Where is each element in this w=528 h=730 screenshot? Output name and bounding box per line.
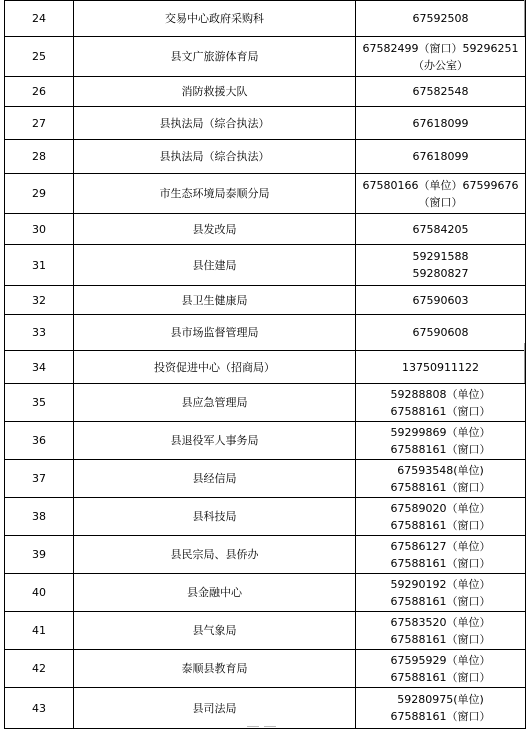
department-name: 县住建局 bbox=[74, 245, 356, 286]
phone-number: 67588161（窗口） bbox=[390, 670, 491, 684]
row-number: 39 bbox=[5, 536, 74, 574]
phone-number: 59280975(单位) bbox=[397, 693, 484, 706]
phone-cell bbox=[356, 460, 526, 498]
phone-cell bbox=[356, 1, 526, 37]
department-name: 县民宗局、县侨办 bbox=[74, 536, 356, 574]
contact-table-body bbox=[5, 1, 526, 729]
row-number: 37 bbox=[5, 460, 74, 498]
row-number: 24 bbox=[5, 1, 74, 37]
department-name: 县卫生健康局 bbox=[74, 286, 356, 315]
phone-number: 67580166（单位）67599676 bbox=[362, 178, 519, 192]
table-row bbox=[5, 107, 526, 140]
department-name: 县气象局 bbox=[74, 612, 356, 650]
phone-cell bbox=[356, 498, 526, 536]
phone-number: 67588161（窗口） bbox=[390, 404, 491, 418]
phone-cell bbox=[356, 214, 526, 245]
department-name: 县文广旅游体育局 bbox=[74, 37, 356, 77]
phone-number: 67586127（单位） bbox=[390, 539, 491, 553]
department-name: 县金融中心 bbox=[74, 574, 356, 612]
row-number: 42 bbox=[5, 650, 74, 688]
row-number: 36 bbox=[5, 422, 74, 460]
phone-number: 59288808（单位） bbox=[390, 387, 491, 401]
row-number: 28 bbox=[5, 140, 74, 174]
table-row bbox=[5, 460, 526, 498]
table-row bbox=[5, 77, 526, 107]
phone-cell bbox=[356, 107, 526, 140]
phone-number: 67618099 bbox=[412, 116, 469, 130]
table-row bbox=[5, 214, 526, 245]
phone-number: （办公室） bbox=[413, 58, 468, 72]
phone-cell bbox=[356, 37, 526, 77]
phone-cell bbox=[356, 174, 526, 214]
phone-number: 67593548(单位) bbox=[397, 463, 484, 477]
row-number: 38 bbox=[5, 498, 74, 536]
row-number: 32 bbox=[5, 286, 74, 315]
phone-cell bbox=[356, 245, 526, 286]
phone-number: 67583520（单位） bbox=[390, 615, 491, 629]
phone-number: 67590603 bbox=[412, 293, 469, 307]
phone-number: 59290192（单位） bbox=[390, 577, 491, 591]
phone-number: 67588161（窗口） bbox=[390, 518, 491, 532]
table-row bbox=[5, 384, 526, 422]
phone-number: 67588161（窗口） bbox=[390, 556, 491, 570]
row-number: 43 bbox=[5, 688, 74, 729]
phone-cell bbox=[356, 688, 526, 729]
row-number: 29 bbox=[5, 174, 74, 214]
table-row bbox=[5, 286, 526, 315]
table-row bbox=[5, 612, 526, 650]
phone-number: 67584205 bbox=[412, 222, 469, 236]
phone-number: 59291588 bbox=[412, 250, 469, 263]
table-row bbox=[5, 498, 526, 536]
department-name: 县执法局（综合执法） bbox=[74, 107, 356, 140]
row-number: 30 bbox=[5, 214, 74, 245]
phone-number: 67588161（窗口） bbox=[390, 710, 491, 723]
footer-mark bbox=[247, 726, 259, 727]
table-row bbox=[5, 574, 526, 612]
row-number: 26 bbox=[5, 77, 74, 107]
department-name: 县退役军人事务局 bbox=[74, 422, 356, 460]
department-name: 县发改局 bbox=[74, 214, 356, 245]
phone-number: 67595929（单位） bbox=[390, 653, 491, 667]
phone-cell bbox=[356, 536, 526, 574]
table-row bbox=[5, 315, 526, 351]
phone-cell bbox=[356, 315, 526, 351]
row-number: 34 bbox=[5, 351, 74, 384]
phone-number: 67618099 bbox=[412, 150, 469, 163]
page-edge-line bbox=[524, 0, 525, 36]
department-name: 投资促进中心（招商局） bbox=[74, 351, 356, 384]
department-name: 县应急管理局 bbox=[74, 384, 356, 422]
table-row bbox=[5, 422, 526, 460]
table-row bbox=[5, 536, 526, 574]
phone-cell bbox=[356, 140, 526, 174]
row-number: 27 bbox=[5, 107, 74, 140]
phone-number: 67588161（窗口） bbox=[390, 480, 491, 494]
table-row bbox=[5, 351, 526, 384]
row-number: 35 bbox=[5, 384, 74, 422]
department-name: 县科技局 bbox=[74, 498, 356, 536]
table-row bbox=[5, 37, 526, 77]
department-name: 交易中心政府采购科 bbox=[74, 1, 356, 37]
table-row bbox=[5, 140, 526, 174]
contact-table bbox=[4, 0, 526, 729]
phone-cell bbox=[356, 574, 526, 612]
phone-number: 59280827 bbox=[412, 267, 469, 280]
page-edge-line bbox=[524, 343, 525, 383]
department-name: 县司法局 bbox=[74, 688, 356, 729]
table-row bbox=[5, 174, 526, 214]
table-row bbox=[5, 245, 526, 286]
row-number: 33 bbox=[5, 315, 74, 351]
phone-number: 67588161（窗口） bbox=[390, 442, 491, 456]
phone-cell bbox=[356, 650, 526, 688]
phone-number: 67592508 bbox=[412, 12, 469, 25]
phone-cell bbox=[356, 286, 526, 315]
phone-cell bbox=[356, 77, 526, 107]
phone-number: 59299869（单位） bbox=[390, 425, 491, 439]
row-number: 25 bbox=[5, 37, 74, 77]
table-row bbox=[5, 688, 526, 729]
department-name: 县执法局（综合执法） bbox=[74, 140, 356, 174]
table-row bbox=[5, 650, 526, 688]
row-number: 41 bbox=[5, 612, 74, 650]
phone-number: 67582548 bbox=[412, 85, 469, 98]
footer-mark bbox=[264, 726, 276, 727]
table-row bbox=[5, 1, 526, 37]
department-name: 县市场监督管理局 bbox=[74, 315, 356, 351]
phone-number: 67588161（窗口） bbox=[390, 594, 491, 608]
department-name: 县经信局 bbox=[74, 460, 356, 498]
phone-cell bbox=[356, 612, 526, 650]
phone-number: 67589020（单位） bbox=[390, 501, 491, 515]
row-number: 31 bbox=[5, 245, 74, 286]
row-number: 40 bbox=[5, 574, 74, 612]
phone-number: （窗口） bbox=[418, 195, 463, 209]
phone-number: 67588161（窗口） bbox=[390, 632, 491, 646]
department-name: 消防救援大队 bbox=[74, 77, 356, 107]
phone-number: 13750911122 bbox=[402, 360, 479, 374]
department-name: 市生态环境局泰顺分局 bbox=[74, 174, 356, 214]
phone-number: 67590608 bbox=[412, 326, 469, 339]
phone-cell bbox=[356, 351, 526, 384]
phone-cell bbox=[356, 422, 526, 460]
department-name: 泰顺县教育局 bbox=[74, 650, 356, 688]
phone-number: 67582499（窗口）59296251 bbox=[362, 41, 519, 55]
phone-cell bbox=[356, 384, 526, 422]
